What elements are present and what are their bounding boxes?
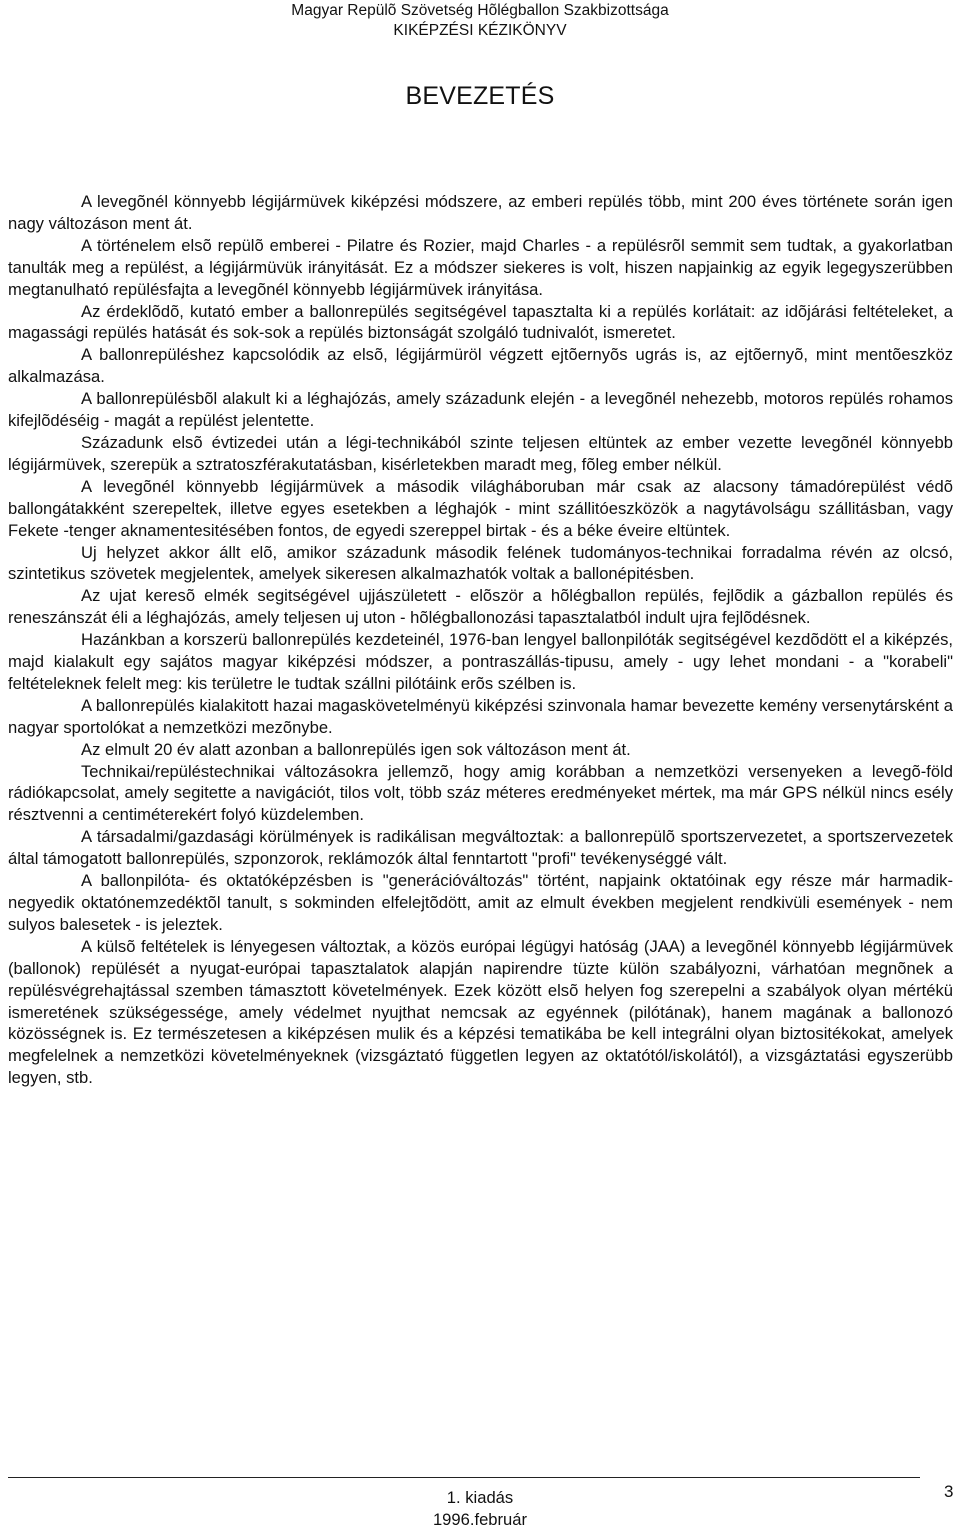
paragraph: Az elmult 20 év alatt azonban a ballonrepülés igen sok változáson ment át.	[81, 739, 631, 759]
body-text	[8, 191, 953, 1089]
header-organization: Magyar Repülõ Szövetség Hõlégballon Szakbizottsága	[291, 2, 669, 19]
page-footer	[380, 1487, 580, 1531]
footer-edition: 1. kiadás	[446, 1488, 514, 1507]
page-title: BEVEZETÉS	[405, 82, 555, 110]
paragraph: Századunk elsõ évtizedei után a légi-technikából szinte teljesen eltüntek az ember vezette levegõnél könnyebb légijármüvek, szerepük a sztratoszférakutatásban, kisérletekben maradt meg, fõleg ember nélkül.	[8, 432, 953, 474]
page-header	[0, 0, 960, 41]
paragraph: Az ujat keresõ elmék segitségével ujjászületett - elõször a hõlégballon repülés, fejlõdik a gázballon repülés és reneszánszát éli a léghajózás, amely teljesen uj uton - hõlégballonozási tapasztalatból indult ujra fejlõdésnek.	[8, 586, 953, 628]
paragraph: A ballonrepüléshez kapcsolódik az elsõ, légijármüröl végzett ejtõernyõs ugrás is, az ejtõernyõ, mint mentõeszköz alkalmazása.	[8, 345, 953, 387]
paragraph: Hazánkban a korszerü ballonrepülés kezdeteinél, 1976-ban lengyel ballonpilóták segitségével kezdõdött el a kiképzés, majd kialakult egy sajátos magyar kiképzési módszer, a pontraszállás-tipusu, amely - ugy lehet mondani - a "korabeli" feltételeknek felelt meg: kis területre le tudtak szállni pilótáink erõs szélben is.	[8, 630, 953, 693]
paragraph: A társadalmi/gazdasági körülmények is radikálisan megváltoztak: a ballonrepülõ sportszervezetet, a sportszervezetek által támogatott ballonrepülés, szponzorok, reklámozók által fenntartott "profi" tevékenységgé vált.	[8, 827, 953, 869]
footer-divider	[8, 1477, 920, 1478]
paragraph: A külsõ feltételek is lényegesen változtak, a közös európai légügyi hatóság (JAA) a levegõnél könnyebb légijármüvek (ballonok) repülését a nyugat-európai tapasztalatok alapján napirendre tüzte külön szabályozni, várhatóan megnõnek a repülésvégrehajtással szemben támasztott követelmények. Ezek között elsõ helyen fog szerepelni a szabályok olyan mértékü ismeretének szükségessége, amely védelmet nyujthat nemcsak az egyénnek (pilótának), hanem magának a ballonozó közösségnek is. Ez természetesen a kiképzésen mulik és a képzési tematikába be kell integrálni olyan biztositékokat, amelyek megfelelnek a nemzetközi követelményeknek (vizsgáztató független legyen az oktatótól/iskolától), a vizsgáztatási egyszerübb legyen, stb.	[8, 936, 953, 1088]
paragraph: Technikai/repüléstechnikai változásokra jellemzõ, hogy amig korábban a nemzetközi versenyeken a levegõ-föld rádiókapcsolat, amely segitette a navigációt, tilos volt, több száz méteres eredményeket mértek, ma már GPS nélkül nincs esély résztvenni a centiméterekért folyó küzdelemben.	[8, 761, 953, 825]
paragraph: Az érdeklõdõ, kutató ember a ballonrepülés segitségével tapasztalta ki a repülés korlátait: az idõjárási feltételeket, a magassági repülés hatását és sok-sok a repülés biztonságát szolgáló tudnivalót, ismeretet.	[8, 301, 953, 343]
paragraph: A levegõnél könnyebb légijármüvek kiképzési módszere, az emberi repülés több, mint 200 éves története során igen nagy változáson ment át.	[8, 192, 953, 233]
footer-date: 1996.február	[432, 1509, 528, 1529]
paragraph: Uj helyzet akkor állt elõ, amikor századunk második felének tudományos-technikai forradalma révén az olcsó, szintetikus szövetek megjelentek, amelyek sikeresen alkalmazhatók voltak a ballonépitésben.	[8, 542, 953, 584]
paragraph: A ballonrepülésbõl alakult ki a léghajózás, amely századunk elején - a levegõnél nehezebb, motoros repülés rohamos kifejlõdéséig - magát a repülést jelentette.	[8, 389, 953, 431]
paragraph: A történelem elsõ repülõ emberei - Pilatre és Rozier, majd Charles - a repülésrõl semmit sem tudtak, a gyakorlatban tanulták meg a repülést, a légijármüvük irányitását. Ez a módszer siekeres is volt, hiszen napjainkig az egyik legegyszerübben megtanulható repülésfajta a levegõnél könnyebb légijármüvek irányitása.	[8, 235, 953, 299]
page-number: 3	[944, 1482, 954, 1501]
paragraph: A ballonpilóta- és oktatóképzésben is "generációváltozás" történt, napjaink oktatóinak egy része már harmadik-negyedik oktatónemzedéktõl tanult, s sokminden elfelejtõdött, amit az elmult években megjelent rendkivüli események - nem sulyos balesetek - is jeleztek.	[8, 871, 953, 934]
header-document-title: KIKÉPZÉSI KÉZIKÖNYV	[393, 22, 567, 39]
paragraph: A levegõnél könnyebb légijármüvek a második világháboruban már csak az alacsony támadórepülést védõ ballongátakként szerepeltek, illetve egyes esetekben a léghajók - mint szállitóeszközök a nagytávolságu szállitásban, vagy Fekete -tenger aknamentesitésében fontos, de egyedi szereppel birtak - és a béke éveire eltüntek.	[8, 476, 953, 540]
paragraph: A ballonrepülés kialakitott hazai magaskövetelményü kiképzési szinvonala hamar bevezette kemény versenytársként a nagyar sportolókat a nemzetközi mezõnybe.	[8, 695, 953, 737]
